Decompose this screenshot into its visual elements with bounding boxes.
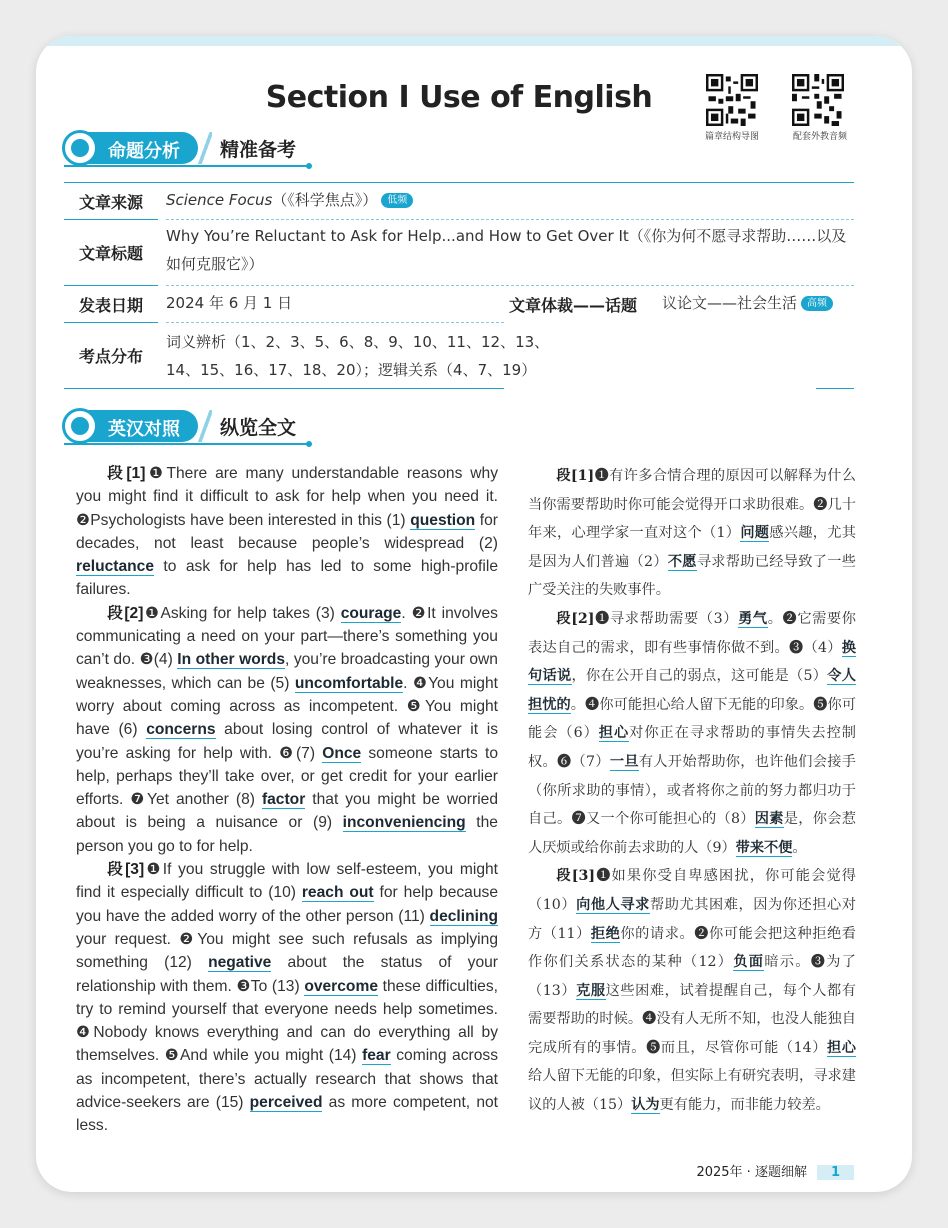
frequency-tag: 低频 xyxy=(381,193,413,208)
source-label: 文章来源 xyxy=(78,193,143,212)
qr-code-icon xyxy=(706,74,758,126)
answer-key: reach out xyxy=(301,884,374,902)
text-run: . ❹You might worry about coming across as incompetent. ❺You might have (6) xyxy=(76,674,498,739)
answer-key: question xyxy=(410,511,476,529)
text-run: as more competent, not less. xyxy=(76,1094,498,1135)
answer-key: declining xyxy=(429,907,498,925)
points-value xyxy=(166,328,549,384)
qr-code-audio[interactable] xyxy=(792,74,844,126)
text-run: 更有能力，而非能力较差。 xyxy=(659,1097,830,1114)
chinese-paragraph-3 xyxy=(528,862,856,1119)
banner-subtitle: 纵览全文 xyxy=(220,417,297,439)
banner-underline xyxy=(64,443,308,445)
qr-label-audio: 配套外教音频 xyxy=(792,132,847,142)
qr-label-structure-map: 篇章结构导图 xyxy=(704,132,759,142)
text-run: ❶寻求帮助需要（3） xyxy=(594,610,739,627)
answer-key: 担心 xyxy=(827,1039,856,1056)
answer-key: negative xyxy=(208,954,272,972)
table-dashed-rule xyxy=(166,285,854,286)
answer-key: 向他人寻求 xyxy=(576,896,650,913)
answer-key: 带来不便 xyxy=(735,839,793,856)
magnifier-icon xyxy=(62,130,98,166)
chinese-column xyxy=(528,462,856,1120)
banner-title: 英汉对照 xyxy=(64,410,198,442)
text-run: 对你正在寻求帮助的事情失去控制权。❻（7） xyxy=(528,725,856,770)
text-run: ，你在公开自己的弱点，这可能是（5） xyxy=(571,668,828,685)
text-run: 暗示。❸为了（13） xyxy=(528,954,856,999)
banner-underline xyxy=(64,165,308,167)
text-run: 寻求帮助已经导致了一些广受关注的失败事件。 xyxy=(528,553,856,599)
source-italic: Science Focus xyxy=(166,191,273,209)
paragraph-label: 段[2] xyxy=(556,610,595,627)
text-run: 是，你会惹人厌烦或给你前去求助的人（9） xyxy=(528,811,856,856)
answer-key: 拒绝 xyxy=(590,925,621,942)
answer-key: 克服 xyxy=(576,982,606,999)
english-paragraph-1 xyxy=(76,462,498,602)
banner-slash xyxy=(198,132,212,164)
text-run: coming across as incompetent, there’s actually research that shows that advice-seekers are (15) xyxy=(76,1047,498,1112)
text-run: 。 xyxy=(792,839,807,856)
text-run: ❶如果你受自卑感困扰，你可能会觉得（10） xyxy=(528,868,856,913)
text-run: these difficulties, try to remind yourself that everyone needs help sometimes. ❹Nobody knows everything and can do everything all by themselves. ❺And while you might (14) xyxy=(76,977,498,1065)
paragraph-label: 段[3] xyxy=(107,861,145,879)
text-run: ❶If you struggle with low self-esteem, you might find it especially difficult to (10) xyxy=(76,861,499,902)
title-value xyxy=(166,222,856,278)
qr-code-structure-map[interactable] xyxy=(706,74,758,126)
table-rule xyxy=(64,322,158,323)
text-run: about losing control of whatever it is you’re asking for help with. ❻(7) xyxy=(76,721,499,762)
banner-dot xyxy=(306,441,312,447)
text-run: the person you go to for help. xyxy=(76,814,498,855)
title-label: 文章标题 xyxy=(78,244,143,263)
source-cn: （《科学焦点》） xyxy=(272,191,378,209)
answer-key: concerns xyxy=(146,721,216,739)
table-rule xyxy=(816,388,854,389)
text-run: . ❷It involves communicating a need on your part—there’s something you can’t do. ❸(4) xyxy=(76,604,498,669)
paragraph-label: 段[1] xyxy=(556,468,595,484)
paragraph-label: 段[3] xyxy=(556,868,596,885)
text-run: your request. ❷You might see such refusals as implying something (12) xyxy=(76,930,498,972)
table-dashed-rule xyxy=(166,219,854,220)
text-run: 给人留下无能的印象，但实际上有研究表明，寻求建议的人被（15） xyxy=(528,1068,856,1114)
points-line: 14、15、16、17、18、20）；逻辑关系（4、7、19） xyxy=(166,361,537,379)
answer-key: In other words xyxy=(177,651,285,669)
banner-subtitle: 精准备考 xyxy=(220,139,297,161)
text-run: 。❷它需要你表达自己的需求，即有些事情你做不到。❸（4） xyxy=(528,610,856,656)
table-dashed-rule xyxy=(166,322,504,323)
paragraph-label: 段[2] xyxy=(107,604,144,622)
chinese-paragraph-2 xyxy=(528,605,856,862)
title-line: 如何克服它》） xyxy=(166,255,264,273)
english-paragraph-3 xyxy=(76,858,498,1138)
answer-key: Once xyxy=(322,744,362,762)
table-rule xyxy=(64,182,854,183)
answer-key: perceived xyxy=(249,1094,323,1112)
text-run: ❶有许多合情合理的原因可以解释为什么当你需要帮助时你可能会觉得开口求助很难。❷几十年来，心理学家一直对这个（1） xyxy=(528,468,856,542)
text-run: 你的请求。❷你可能会把这种拒绝看作你们关系状态的某种（12） xyxy=(528,925,856,971)
english-paragraph-2 xyxy=(76,602,498,858)
top-strip xyxy=(36,36,912,46)
genre-text: 议论文——社会生活 xyxy=(662,294,798,312)
english-column xyxy=(76,462,498,1138)
text-run: 帮助尤其困难，因为你还担心对方（11） xyxy=(528,896,856,942)
genre-label: 文章体裁——话题 xyxy=(508,296,637,315)
answer-key: overcome xyxy=(304,977,378,995)
answer-key: 认为 xyxy=(631,1097,660,1114)
title-line: Why You’re Reluctant to Ask for Help...and How to Get Over It（《你为何不愿寻求帮助……以及 xyxy=(166,227,847,245)
date-value: 2024 年 6 月 1 日 xyxy=(166,294,293,312)
answer-key: 勇气 xyxy=(738,610,768,627)
answer-key: 令人担忧的 xyxy=(528,668,856,713)
text-run: for help because you have the added worry of the other person (11) xyxy=(76,884,498,925)
text-run: 这些困难，试着提醒自己，每个人都有需要帮助的时候。❹没有人无所不知，也没人能独自完成所有的事情。❺而且，尽管你可能（14） xyxy=(528,982,856,1056)
text-run: 。❹你可能担心给人留下无能的印象。❺你可能会（6） xyxy=(528,696,856,742)
answer-key: courage xyxy=(340,604,402,622)
date-label: 发表日期 xyxy=(78,296,143,315)
text-run: , you’re broadcasting your own weaknesses, which can be (5) xyxy=(76,651,498,692)
document-page xyxy=(36,36,912,1192)
answer-key: 换句话说 xyxy=(528,639,856,685)
text-run: for decades, not least because people’s widespread (2) xyxy=(76,511,498,552)
page-number: 1 xyxy=(817,1165,854,1180)
answer-key: fear xyxy=(362,1047,391,1065)
chinese-paragraph-1 xyxy=(528,462,856,605)
magnifier-icon xyxy=(62,408,98,444)
paragraph-label: 段[1] xyxy=(107,465,146,482)
text-run: 感兴趣，尤其是因为人们普遍（2） xyxy=(528,525,856,570)
text-run: someone starts to help, perhaps they’ll take over, or get credit for your earlier efforts. ❼Yet another (8) xyxy=(76,744,498,809)
points-label: 考点分布 xyxy=(78,347,143,366)
answer-key: factor xyxy=(261,791,306,809)
answer-key: inconveniencing xyxy=(342,814,466,832)
points-line: 词义辨析（1、2、3、5、6、8、9、10、11、12、13、 xyxy=(166,333,550,351)
answer-key: 担心 xyxy=(598,725,630,742)
text-run: to ask for help has led to some high-profile failures. xyxy=(76,558,498,599)
answer-key: 一旦 xyxy=(609,753,639,770)
source-value xyxy=(166,185,413,215)
text-run: about the status of your relationship with them. ❸To (13) xyxy=(76,954,498,995)
text-run: 有人开始帮助你，也许他们会接手（你所求助的事情），或者将你之前的努力都归功于自己。❼又一个你可能担心的（8） xyxy=(528,753,856,828)
frequency-tag: 高频 xyxy=(801,296,833,311)
answer-key: uncomfortable xyxy=(294,674,404,692)
answer-key: 负面 xyxy=(733,954,765,971)
footer-text: 2025年 · 逐题细解 xyxy=(696,1165,807,1180)
qr-code-icon xyxy=(792,74,844,126)
answer-key: 因素 xyxy=(754,811,784,828)
table-rule xyxy=(64,388,504,389)
table-rule xyxy=(64,285,158,286)
answer-key: reluctance xyxy=(76,558,155,576)
banner-title: 命题分析 xyxy=(64,132,198,164)
text-run: ❶There are many understandable reasons why you might find it difficult to ask for help when you need it. ❷Psychologists have been interested in this (1) xyxy=(76,465,498,529)
banner-slash xyxy=(198,410,212,442)
banner-dot xyxy=(306,163,312,169)
answer-key: 不愿 xyxy=(667,553,697,570)
section-title: Section I Use of English xyxy=(265,80,653,115)
text-run: ❶Asking for help takes (3) xyxy=(143,604,341,622)
text-run: that you might be worried about is being a nuisance or (9) xyxy=(76,791,498,832)
genre-value xyxy=(662,288,833,318)
page-footer xyxy=(696,1161,854,1180)
answer-key: 问题 xyxy=(740,525,770,542)
table-rule xyxy=(64,219,158,220)
